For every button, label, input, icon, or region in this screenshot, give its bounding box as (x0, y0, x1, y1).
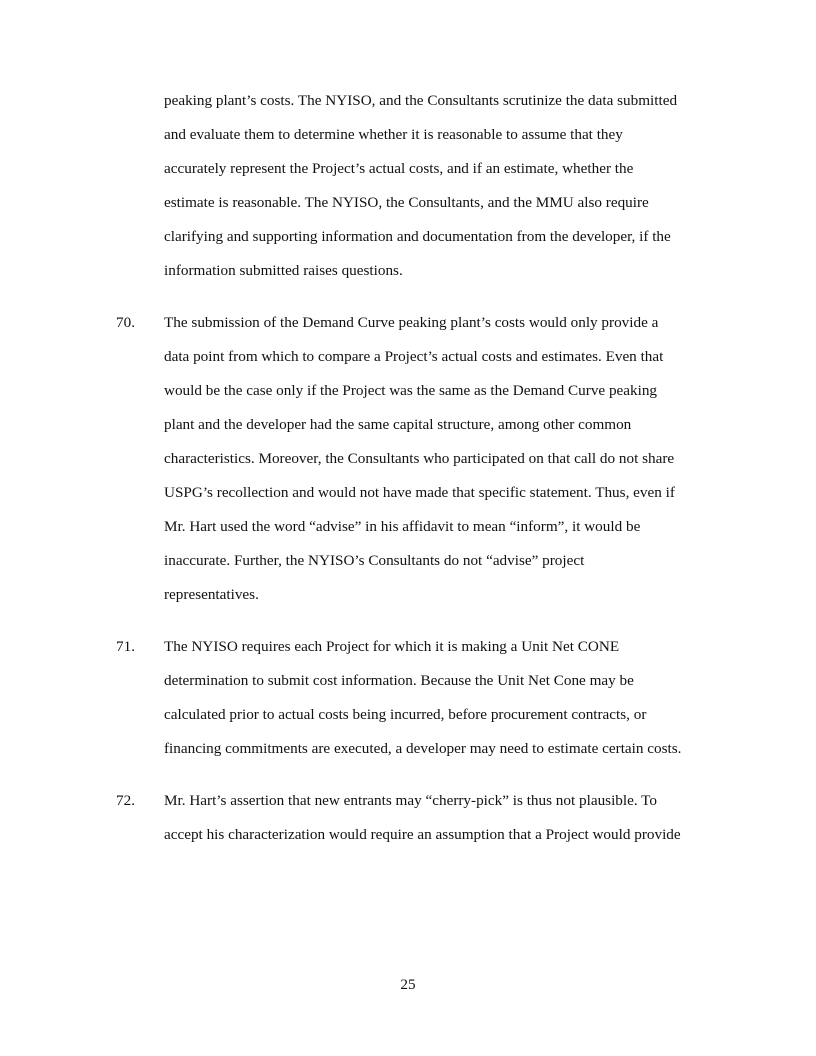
text-line: and evaluate them to determine whether it is reasonable to assume that they (164, 126, 623, 143)
text-line: characteristics. Moreover, the Consultants who participated on that call do not share (164, 450, 675, 467)
text-line: estimate is reasonable. The NYISO, the Consultants, and the MMU also require (164, 194, 649, 211)
text-line: Mr. Hart’s assertion that new entrants may “cherry-pick” is thus not plausible. To (164, 792, 657, 809)
text-line: inaccurate. Further, the NYISO’s Consultants do not “advise” project (164, 552, 585, 569)
text-line: information submitted raises questions. (164, 262, 403, 279)
text-line: peaking plant’s costs. The NYISO, and the Consultants scrutinize the data submitted (164, 92, 678, 109)
text-line: accurately represent the Project’s actual costs, and if an estimate, whether the (164, 160, 634, 177)
text-line: The NYISO requires each Project for which it is making a Unit Net CONE (164, 638, 620, 655)
text-line: representatives. (164, 586, 259, 603)
paragraph-number: 72. (116, 792, 135, 809)
paragraph-number: 71. (116, 638, 135, 655)
paragraph-number: 70. (116, 314, 135, 331)
text-line: calculated prior to actual costs being incurred, before procurement contracts, or (164, 706, 647, 723)
text-line: The submission of the Demand Curve peaking plant’s costs would only provide a (164, 314, 659, 331)
text-line: financing commitments are executed, a developer may need to estimate certain costs. (164, 740, 682, 757)
page-number: 25 (400, 976, 416, 993)
text-line: Mr. Hart used the word “advise” in his affidavit to mean “inform”, it would be (164, 518, 641, 535)
text-line: determination to submit cost information. Because the Unit Net Cone may be (164, 672, 634, 689)
text-line: plant and the developer had the same capital structure, among other common (164, 416, 632, 433)
text-line: data point from which to compare a Project’s actual costs and estimates. Even that (164, 348, 664, 365)
text-line: accept his characterization would require an assumption that a Project would provide (164, 826, 681, 843)
text-line: clarifying and supporting information and documentation from the developer, if the (164, 228, 671, 245)
text-line: USPG’s recollection and would not have made that specific statement. Thus, even if (164, 484, 675, 501)
text-line: would be the case only if the Project was the same as the Demand Curve peaking (164, 382, 658, 399)
